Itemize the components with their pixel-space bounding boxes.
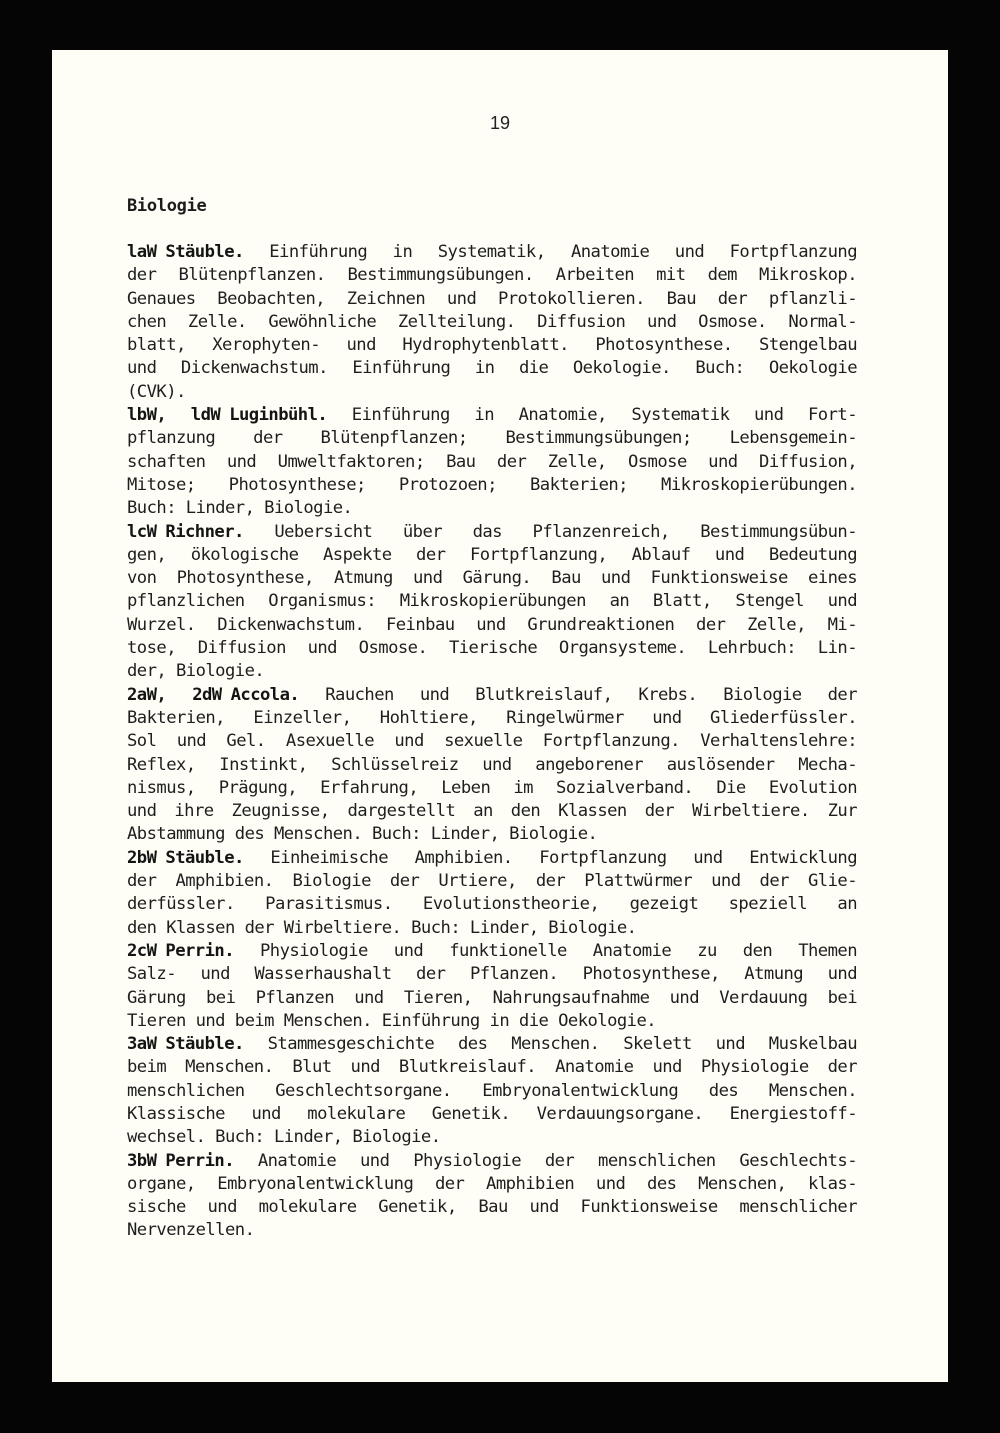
teacher-name: Stäuble. (165, 1034, 244, 1055)
entry-line: und Dickenwachstum. Einführung in die Oekologie. Buch: Oekologie (127, 358, 857, 379)
entry-line: menschlichen Geschlechtsorgane. Embryonalentwicklung des Menschen. (127, 1080, 857, 1101)
entry-line: Reflex, Instinkt, Schlüsselreiz und angeborener auslösender Mecha- (127, 754, 857, 775)
entry-line: sische und molekulare Genetik, Bau und Funktionsweise menschlicher (127, 1197, 857, 1218)
entry-line (127, 241, 857, 264)
teacher-name: Richner. (165, 521, 244, 542)
entry-text: Einheimische Amphibien. Fortpflanzung und Entwicklung (243, 847, 857, 868)
entry-line: nismus, Prägung, Erfahrung, Leben im Sozialverband. Die Evolution (127, 777, 857, 798)
entry-line (127, 684, 857, 707)
teacher-name: Perrin. (165, 1150, 234, 1171)
entry-line: chen Zelle. Gewöhnliche Zellteilung. Diffusion und Osmose. Normal- (127, 311, 857, 332)
entry-line (127, 1150, 857, 1173)
entry-line: organe, Embryonalentwicklung der Amphibien und des Menschen, klas- (127, 1173, 857, 1194)
teacher-name: Accola. (230, 684, 300, 705)
section-title: Biologie (127, 196, 207, 216)
entry-line: der Amphibien. Biologie der Urtiere, der Plattwürmer und der Glie- (127, 871, 857, 892)
teacher-name: Stäuble. (165, 847, 244, 868)
entry-line: Sol und Gel. Asexuelle und sexuelle Fortpflanzung. Verhaltenslehre: (127, 731, 857, 752)
entry-line: Nervenzellen. (127, 1220, 255, 1241)
course-entry (127, 1033, 857, 1149)
class-codes: 3bW (127, 1150, 157, 1171)
entry-text: Stammesgeschichte des Menschen. Skelett und Muskelbau (243, 1034, 857, 1055)
entry-line: wechsel. Buch: Linder, Biologie. (127, 1127, 441, 1148)
entry-text: Einführung in Anatomie, Systematik und Fort- (327, 405, 857, 426)
entry-line: von Photosynthese, Atmung und Gärung. Bau und Funktionsweise eines (127, 568, 857, 589)
entry-line: Salz- und Wasserhaushalt der Pflanzen. Photosynthese, Atmung und (127, 964, 857, 985)
entry-text: Physiologie und funktionelle Anatomie zu den Themen (234, 940, 857, 961)
course-entry (127, 684, 857, 847)
course-entry (127, 404, 857, 520)
page-number: 19 (489, 113, 511, 133)
entry-line: Tieren und beim Menschen. Einführung in die Oekologie. (127, 1010, 657, 1031)
course-entry (127, 1150, 857, 1243)
document-page (52, 50, 948, 1382)
entry-line: beim Menschen. Blut und Blutkreislauf. Anatomie und Physiologie der (127, 1057, 857, 1078)
entry-line (127, 847, 857, 870)
entry-line: Abstammung des Menschen. Buch: Linder, Biologie. (127, 824, 598, 845)
entry-line: blatt, Xerophyten- und Hydrophytenblatt. Photosynthese. Stengelbau (127, 335, 857, 356)
entry-line: tose, Diffusion und Osmose. Tierische Organsysteme. Lehrbuch: Lin- (127, 638, 857, 659)
entry-line: derfüssler. Parasitismus. Evolutionstheorie, gezeigt speziell an (127, 894, 857, 915)
entry-line: Klassische und molekulare Genetik. Verdauungsorgane. Energiestoff- (127, 1103, 857, 1124)
entry-line: Mitose; Photosynthese; Protozoen; Bakterien; Mikroskopierübungen. (127, 474, 857, 495)
entry-text: Uebersicht über das Pflanzenreich, Bestimmungsübun- (243, 521, 857, 542)
course-list (127, 241, 857, 1243)
entry-line: Bakterien, Einzeller, Hohltiere, Ringelwürmer und Gliederfüssler. (127, 707, 857, 728)
entry-line: (CVK). (127, 381, 186, 402)
course-entry (127, 241, 857, 404)
class-codes: lbW, ldW (127, 405, 221, 426)
course-entry (127, 847, 857, 940)
entry-line: Gärung bei Pflanzen und Tieren, Nahrungsaufnahme und Verdauung bei (127, 987, 857, 1008)
entry-line (127, 404, 857, 427)
entry-line (127, 940, 857, 963)
entry-line: der Blütenpflanzen. Bestimmungsübungen. Arbeiten mit dem Mikroskop. (127, 265, 857, 286)
entry-line: der, Biologie. (127, 661, 265, 682)
entry-text: Rauchen und Blutkreislauf, Krebs. Biologie der (299, 684, 857, 705)
entry-line: gen, ökologische Aspekte der Fortpflanzung, Ablauf und Bedeutung (127, 544, 857, 565)
teacher-name: Stäuble. (165, 242, 244, 262)
class-codes: 2aW, 2dW (127, 684, 222, 705)
class-codes: 2bW (127, 847, 157, 868)
entry-line: schaften und Umweltfaktoren; Bau der Zelle, Osmose und Diffusion, (127, 451, 857, 472)
entry-line: Genaues Beobachten, Zeichnen und Protokollieren. Bau der pflanzli- (127, 288, 857, 309)
teacher-name: Perrin. (165, 940, 234, 961)
class-codes: laW (127, 242, 157, 262)
class-codes: 3aW (127, 1034, 157, 1055)
entry-text: Anatomie und Physiologie der menschlichen Geschlechts- (234, 1150, 857, 1171)
entry-line: Buch: Linder, Biologie. (127, 498, 353, 519)
entry-line: und ihre Zeugnisse, dargestellt an den Klassen der Wirbeltiere. Zur (127, 801, 857, 822)
teacher-name: Luginbühl. (229, 405, 328, 426)
course-entry (127, 940, 857, 1033)
entry-line: pflanzung der Blütenpflanzen; Bestimmungsübungen; Lebensgemein- (127, 428, 857, 449)
entry-line: den Klassen der Wirbeltiere. Buch: Linder, Biologie. (127, 917, 637, 938)
entry-line: Wurzel. Dickenwachstum. Feinbau und Grundreaktionen der Zelle, Mi- (127, 614, 857, 635)
course-entry (127, 521, 857, 684)
class-codes: 2cW (127, 940, 157, 961)
class-codes: lcW (127, 521, 157, 542)
entry-line (127, 521, 857, 544)
entry-line (127, 1033, 857, 1056)
entry-line: pflanzlichen Organismus: Mikroskopierübungen an Blatt, Stengel und (127, 591, 857, 612)
entry-text: Einführung in Systematik, Anatomie und Fortpflanzung (243, 242, 857, 262)
